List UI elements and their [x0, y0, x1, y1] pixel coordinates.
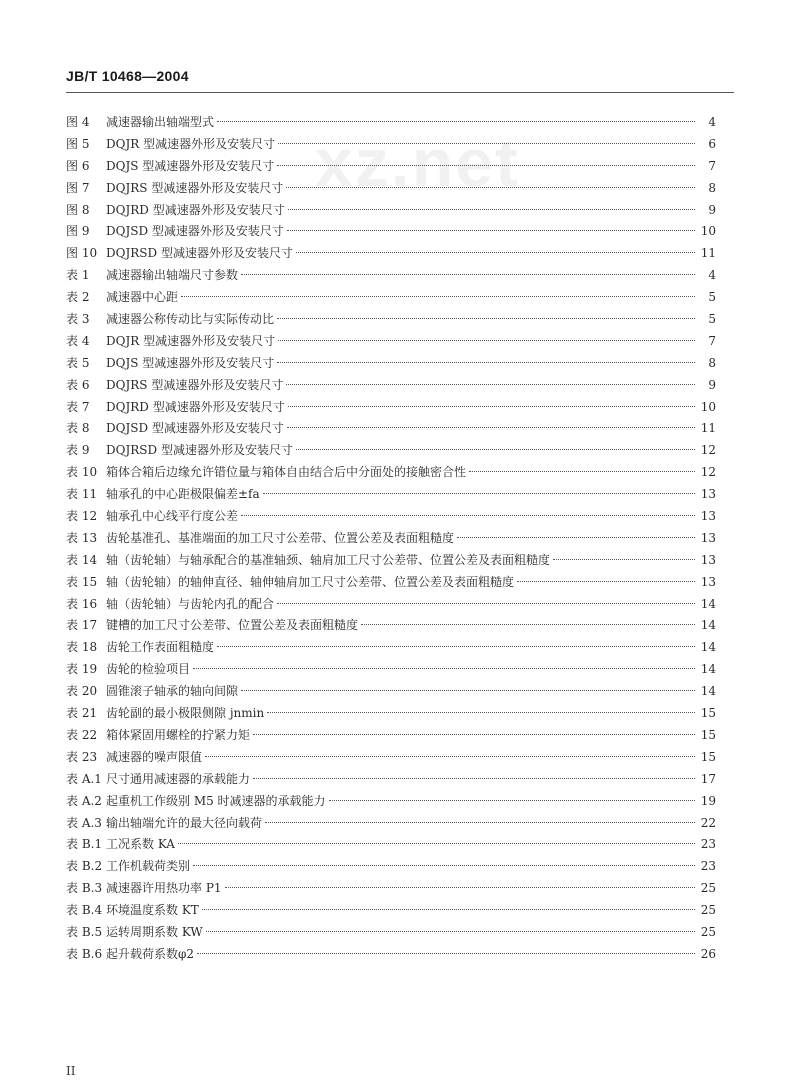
- toc-entry[interactable]: [66, 725, 716, 747]
- toc-entry-page: 11: [700, 421, 716, 436]
- toc-entry-number: 表 8: [66, 421, 90, 436]
- toc-dot-leader: [277, 362, 695, 363]
- toc-entry-page: 7: [708, 333, 716, 348]
- toc-entry-title: DQJS 型减速器外形及安装尺寸: [106, 158, 275, 173]
- toc-entry[interactable]: [66, 791, 716, 813]
- toc-entry-title: 减速器许用热功率 P1: [106, 881, 222, 896]
- toc-entry-number: 表 B.3: [66, 881, 103, 896]
- toc-dot-leader: [329, 800, 695, 801]
- toc-entry-title: 轴承孔的中心距极限偏差±fa: [106, 487, 260, 502]
- toc-entry-title: 工况系数 KA: [106, 837, 175, 852]
- toc-dot-leader: [202, 909, 695, 910]
- toc-dot-leader: [296, 449, 695, 450]
- toc-entry-number: 表 21: [66, 706, 98, 721]
- toc-entry[interactable]: [66, 156, 716, 178]
- toc-entry-number: 图 10: [66, 246, 98, 261]
- header-rule: [66, 92, 734, 93]
- toc-entry-title: 轴（齿轮轴）与轴承配合的基准轴颈、轴肩加工尺寸公差带、位置公差及表面粗糙度: [106, 552, 551, 567]
- toc-dot-leader: [278, 340, 695, 341]
- toc-dot-leader: [267, 712, 695, 713]
- toc-entry-page: 7: [708, 158, 716, 173]
- toc-entry-page: 25: [700, 881, 716, 896]
- toc-entry[interactable]: [66, 703, 716, 725]
- toc-entry-title: DQJRS 型减速器外形及安装尺寸: [106, 180, 284, 195]
- toc-entry[interactable]: [66, 440, 716, 462]
- toc-entry-number: 表 7: [66, 399, 90, 414]
- toc-entry-page: 11: [700, 246, 716, 261]
- toc-entry-page: 12: [700, 465, 716, 480]
- toc-dot-leader: [277, 318, 695, 319]
- toc-entry[interactable]: [66, 134, 716, 156]
- toc-dot-leader: [288, 406, 695, 407]
- toc-entry-number: 表 A.3: [66, 815, 102, 830]
- toc-entry-number: 表 10: [66, 465, 98, 480]
- toc-entry-page: 14: [700, 618, 716, 633]
- toc-entry[interactable]: [66, 462, 716, 484]
- toc-entry[interactable]: [66, 178, 716, 200]
- toc-dot-leader: [178, 843, 695, 844]
- toc-entry-title: 减速器输出轴端型式: [106, 115, 215, 129]
- toc-dot-leader: [457, 537, 695, 538]
- toc-dot-leader: [287, 230, 695, 231]
- toc-dot-leader: [553, 559, 695, 560]
- toc-entry-number: 表 4: [66, 333, 90, 348]
- toc-entry-number: 表 13: [66, 530, 98, 545]
- toc-entry[interactable]: [66, 375, 716, 397]
- toc-entry-title: 环境温度系数 KT: [106, 903, 199, 918]
- toc-entry[interactable]: [66, 397, 716, 419]
- toc-entry[interactable]: [66, 243, 716, 265]
- toc-entry-title: DQJRSD 型减速器外形及安装尺寸: [106, 246, 293, 261]
- toc-dot-leader: [193, 865, 695, 866]
- toc-entry[interactable]: [66, 637, 716, 659]
- toc-entry-number: 表 5: [66, 355, 90, 370]
- toc-entry-number: 表 B.4: [66, 903, 103, 918]
- toc-dot-leader: [286, 187, 695, 188]
- toc-entry[interactable]: [66, 506, 716, 528]
- toc-entry-number: 表 11: [66, 487, 98, 502]
- toc-entry-page: 8: [708, 355, 716, 370]
- toc-entry[interactable]: [66, 112, 716, 134]
- toc-dot-leader: [361, 624, 695, 625]
- toc-entry-title: 轴承孔中心线平行度公差: [106, 509, 239, 524]
- toc-entry[interactable]: [66, 922, 716, 944]
- toc-entry-number: 表 B.2: [66, 859, 103, 874]
- toc-dot-leader: [241, 515, 695, 516]
- toc-entry-page: 13: [700, 509, 716, 524]
- toc-dot-leader: [469, 471, 695, 472]
- toc-entry-title: 起重机工作级别 M5 时减速器的承载能力: [106, 793, 326, 808]
- toc-entry-page: 15: [700, 749, 716, 764]
- toc-dot-leader: [181, 296, 695, 297]
- toc-dot-leader: [217, 646, 695, 647]
- toc-entry-page: 14: [700, 640, 716, 655]
- toc-entry-title: DQJR 型减速器外形及安装尺寸: [106, 136, 276, 151]
- toc-entry-number: 表 17: [66, 618, 98, 633]
- toc-entry[interactable]: [66, 221, 716, 243]
- table-of-contents: [66, 112, 716, 966]
- toc-entry[interactable]: [66, 353, 716, 375]
- toc-entry-title: 起升载荷系数φ2: [106, 946, 195, 961]
- toc-entry-number: 表 A.1: [66, 771, 102, 786]
- toc-entry-page: 13: [700, 574, 716, 589]
- toc-entry-page: 12: [700, 443, 716, 458]
- toc-entry-page: 13: [700, 552, 716, 567]
- document-code: JB/T 10468—2004: [66, 68, 189, 84]
- toc-entry-title: DQJRD 型减速器外形及安装尺寸: [106, 399, 285, 414]
- toc-entry-page: 10: [700, 224, 716, 239]
- toc-entry[interactable]: [66, 418, 716, 440]
- toc-entry[interactable]: [66, 944, 716, 966]
- toc-entry-title: 轴（齿轮轴）的轴伸直径、轴伸轴肩加工尺寸公差带、位置公差及表面粗糙度: [106, 574, 515, 589]
- toc-dot-leader: [193, 668, 695, 669]
- toc-dot-leader: [278, 143, 695, 144]
- toc-entry-number: 表 22: [66, 727, 98, 742]
- toc-entry[interactable]: [66, 878, 716, 900]
- toc-dot-leader: [277, 603, 695, 604]
- toc-entry-number: 表 6: [66, 377, 90, 392]
- toc-entry-title: DQJRS 型减速器外形及安装尺寸: [106, 377, 284, 392]
- toc-entry-number: 表 A.2: [66, 793, 102, 808]
- toc-dot-leader: [296, 252, 695, 253]
- toc-entry[interactable]: [66, 550, 716, 572]
- toc-entry-number: 表 16: [66, 596, 98, 611]
- toc-entry[interactable]: [66, 659, 716, 681]
- toc-entry-page: 14: [700, 684, 716, 699]
- toc-dot-leader: [265, 822, 695, 823]
- toc-entry-title: DQJSD 型减速器外形及安装尺寸: [106, 421, 284, 436]
- toc-entry-page: 23: [700, 859, 716, 874]
- toc-entry[interactable]: [66, 681, 716, 703]
- toc-entry-number: 表 18: [66, 640, 98, 655]
- toc-entry-title: 输出轴端允许的最大径向载荷: [106, 815, 263, 830]
- toc-dot-leader: [288, 209, 695, 210]
- toc-entry-page: 4: [708, 115, 716, 129]
- toc-dot-leader: [241, 274, 695, 275]
- toc-entry-number: 表 23: [66, 749, 98, 764]
- toc-entry-page: 6: [708, 136, 716, 151]
- toc-dot-leader: [253, 734, 695, 735]
- toc-entry-number: 表 9: [66, 443, 90, 458]
- toc-entry-title: 运转周期系数 KW: [106, 924, 203, 939]
- toc-entry-number: 表 B.5: [66, 924, 103, 939]
- toc-entry-title: DQJS 型减速器外形及安装尺寸: [106, 355, 275, 370]
- toc-entry-page: 4: [708, 268, 716, 283]
- toc-entry-title: 齿轮工作表面粗糙度: [106, 640, 215, 655]
- toc-entry-page: 8: [708, 180, 716, 195]
- toc-entry-number: 表 20: [66, 684, 98, 699]
- toc-entry-title: 齿轮的检验项目: [106, 662, 191, 677]
- toc-entry-title: 箱体紧固用螺栓的拧紧力矩: [106, 727, 251, 742]
- toc-entry-title: DQJRD 型减速器外形及安装尺寸: [106, 202, 285, 217]
- toc-entry-page: 17: [700, 771, 716, 786]
- toc-entry-page: 9: [708, 377, 716, 392]
- toc-entry-title: 尺寸通用减速器的承载能力: [106, 771, 251, 786]
- toc-entry-page: 15: [700, 727, 716, 742]
- toc-dot-leader: [241, 690, 695, 691]
- toc-dot-leader: [217, 121, 695, 122]
- toc-entry-number: 表 14: [66, 552, 98, 567]
- toc-dot-leader: [517, 581, 695, 582]
- toc-dot-leader: [206, 931, 695, 932]
- toc-entry-number: 表 B.1: [66, 837, 103, 852]
- toc-entry-page: 13: [700, 487, 716, 502]
- toc-entry-number: 图 9: [66, 224, 90, 239]
- toc-entry-number: 表 B.6: [66, 946, 103, 961]
- toc-entry-title: DQJR 型减速器外形及安装尺寸: [106, 333, 276, 348]
- toc-entry-title: 齿轮基准孔、基准端面的加工尺寸公差带、位置公差及表面粗糙度: [106, 530, 455, 545]
- toc-entry[interactable]: [66, 265, 716, 287]
- toc-dot-leader: [263, 493, 695, 494]
- toc-entry[interactable]: [66, 331, 716, 353]
- toc-entry-title: 减速器公称传动比与实际传动比: [106, 312, 275, 327]
- toc-dot-leader: [287, 427, 695, 428]
- toc-entry-page: 14: [700, 596, 716, 611]
- toc-dot-leader: [253, 778, 695, 779]
- toc-entry-number: 图 4: [66, 115, 90, 129]
- toc-entry-page: 14: [700, 662, 716, 677]
- toc-entry-title: DQJSD 型减速器外形及安装尺寸: [106, 224, 284, 239]
- toc-entry-page: 25: [700, 903, 716, 918]
- toc-dot-leader: [225, 887, 695, 888]
- toc-entry-page: 5: [708, 290, 716, 305]
- toc-entry-page: 5: [708, 312, 716, 327]
- toc-entry[interactable]: [66, 834, 716, 856]
- toc-entry[interactable]: [66, 572, 716, 594]
- toc-entry-number: 表 12: [66, 509, 98, 524]
- toc-entry-title: 减速器的噪声限值: [106, 749, 203, 764]
- toc-entry-title: 箱体合箱后边缘允许错位量与箱体自由结合后中分面处的接触密合性: [106, 465, 467, 480]
- toc-entry-page: 22: [700, 815, 716, 830]
- toc-entry[interactable]: [66, 615, 716, 637]
- toc-entry[interactable]: [66, 900, 716, 922]
- toc-entry-title: 工作机载荷类别: [106, 859, 191, 874]
- toc-entry-title: 减速器中心距: [106, 290, 179, 305]
- toc-entry-page: 26: [700, 946, 716, 961]
- toc-entry-title: 齿轮副的最小极限侧隙 jnmin: [106, 706, 265, 721]
- toc-entry-number: 图 5: [66, 136, 90, 151]
- toc-entry-title: 键槽的加工尺寸公差带、位置公差及表面粗糙度: [106, 618, 359, 633]
- toc-entry-page: 10: [700, 399, 716, 414]
- toc-dot-leader: [277, 165, 695, 166]
- toc-entry-number: 图 8: [66, 202, 90, 217]
- toc-entry-title: 轴（齿轮轴）与齿轮内孔的配合: [106, 596, 275, 611]
- toc-entry-number: 表 1: [66, 268, 90, 283]
- toc-entry-page: 25: [700, 924, 716, 939]
- toc-entry-title: 减速器输出轴端尺寸参数: [106, 268, 239, 283]
- toc-entry-title: 圆锥滚子轴承的轴向间隙: [106, 684, 239, 699]
- toc-entry[interactable]: [66, 813, 716, 835]
- toc-entry[interactable]: [66, 856, 716, 878]
- toc-entry-number: 表 19: [66, 662, 98, 677]
- toc-entry-page: 9: [708, 202, 716, 217]
- page-number: II: [66, 1064, 76, 1078]
- toc-entry[interactable]: [66, 200, 716, 222]
- toc-entry[interactable]: [66, 594, 716, 616]
- toc-entry-number: 表 2: [66, 290, 90, 305]
- toc-entry-number: 表 3: [66, 312, 90, 327]
- toc-entry-number: 图 7: [66, 180, 90, 195]
- toc-dot-leader: [205, 756, 695, 757]
- toc-entry[interactable]: [66, 528, 716, 550]
- watermark: xz.net: [315, 125, 520, 201]
- toc-entry-number: 图 6: [66, 158, 90, 173]
- toc-entry-page: 15: [700, 706, 716, 721]
- toc-entry[interactable]: [66, 769, 716, 791]
- toc-dot-leader: [197, 953, 695, 954]
- toc-entry-page: 19: [700, 793, 716, 808]
- toc-entry-page: 13: [700, 530, 716, 545]
- toc-entry[interactable]: [66, 484, 716, 506]
- toc-dot-leader: [286, 384, 695, 385]
- toc-entry[interactable]: [66, 309, 716, 331]
- toc-entry[interactable]: [66, 747, 716, 769]
- toc-entry-page: 23: [700, 837, 716, 852]
- toc-entry-title: DQJRSD 型减速器外形及安装尺寸: [106, 443, 293, 458]
- toc-entry-number: 表 15: [66, 574, 98, 589]
- toc-entry[interactable]: [66, 287, 716, 309]
